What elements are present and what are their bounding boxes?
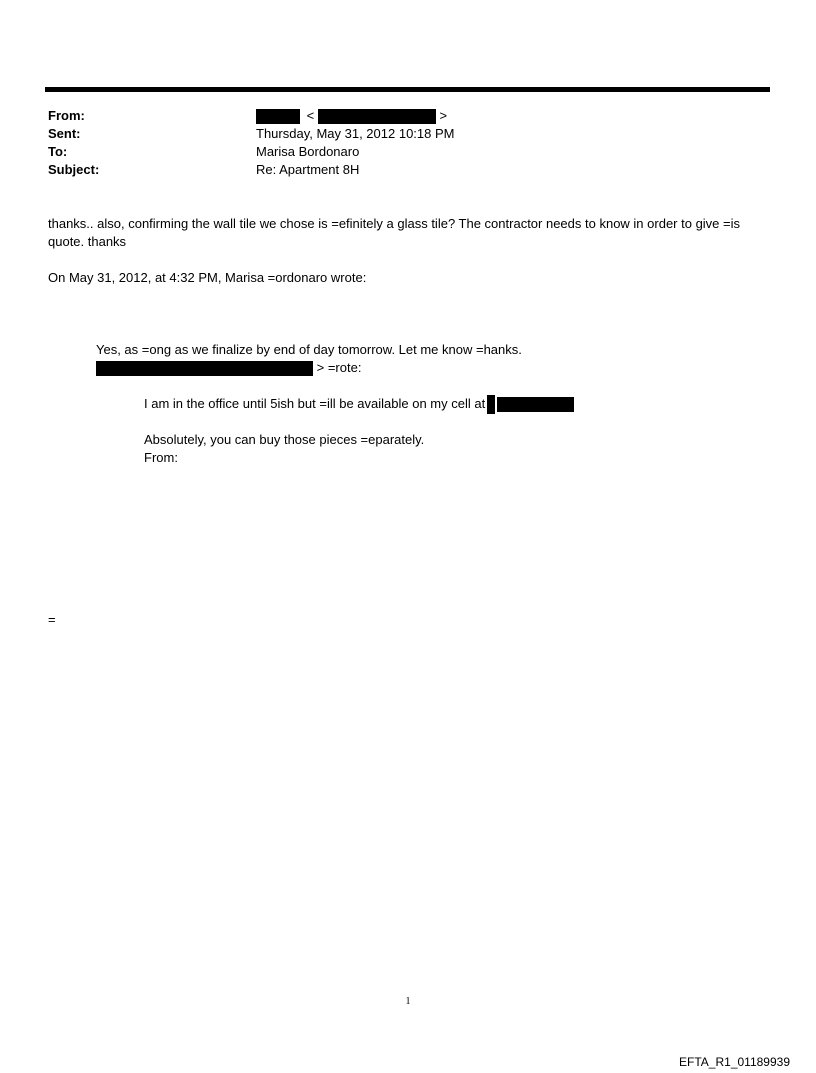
redaction-box: [487, 395, 495, 414]
sent-value: Thursday, May 31, 2012 10:18 PM: [256, 126, 455, 141]
quoted-line: From:: [144, 450, 178, 465]
redaction-box: [497, 397, 574, 412]
quoted-line-text: I am in the office until 5ish but =ill be available on my cell at: [144, 396, 486, 411]
quoted-line-text: > =rote:: [316, 360, 362, 375]
to-label: To:: [48, 144, 68, 159]
subject-value: Re: Apartment 8H: [256, 162, 360, 177]
quote-attribution: On May 31, 2012, at 4:32 PM, Marisa =ordonaro wrote:: [48, 270, 367, 285]
sent-label: Sent:: [48, 126, 81, 141]
header-divider: [45, 87, 770, 92]
page-number: 1: [405, 996, 411, 1007]
redaction-box: [96, 361, 313, 376]
from-close-bracket: >: [439, 108, 448, 123]
bates-number: EFTA_R1_01189939: [679, 1055, 790, 1069]
trailing-character: =: [48, 612, 56, 627]
to-value: Marisa Bordonaro: [256, 144, 360, 159]
quoted-line: [144, 395, 574, 414]
redaction-box: [318, 109, 436, 124]
redaction-box: [256, 109, 300, 124]
from-value: [256, 107, 447, 125]
quoted-line: [96, 359, 361, 377]
message-paragraph: thanks.. also, confirming the wall tile we chose is =efinitely a glass tile? The contractor needs to know in order to give =is quote. thanks: [48, 216, 741, 249]
subject-label: Subject:: [48, 162, 100, 177]
from-label: From:: [48, 108, 85, 123]
quoted-line: Yes, as =ong as we finalize by end of day tomorrow. Let me know =hanks.: [96, 342, 522, 357]
from-open-bracket: <: [306, 108, 315, 123]
quoted-line: Absolutely, you can buy those pieces =eparately.: [144, 432, 425, 447]
